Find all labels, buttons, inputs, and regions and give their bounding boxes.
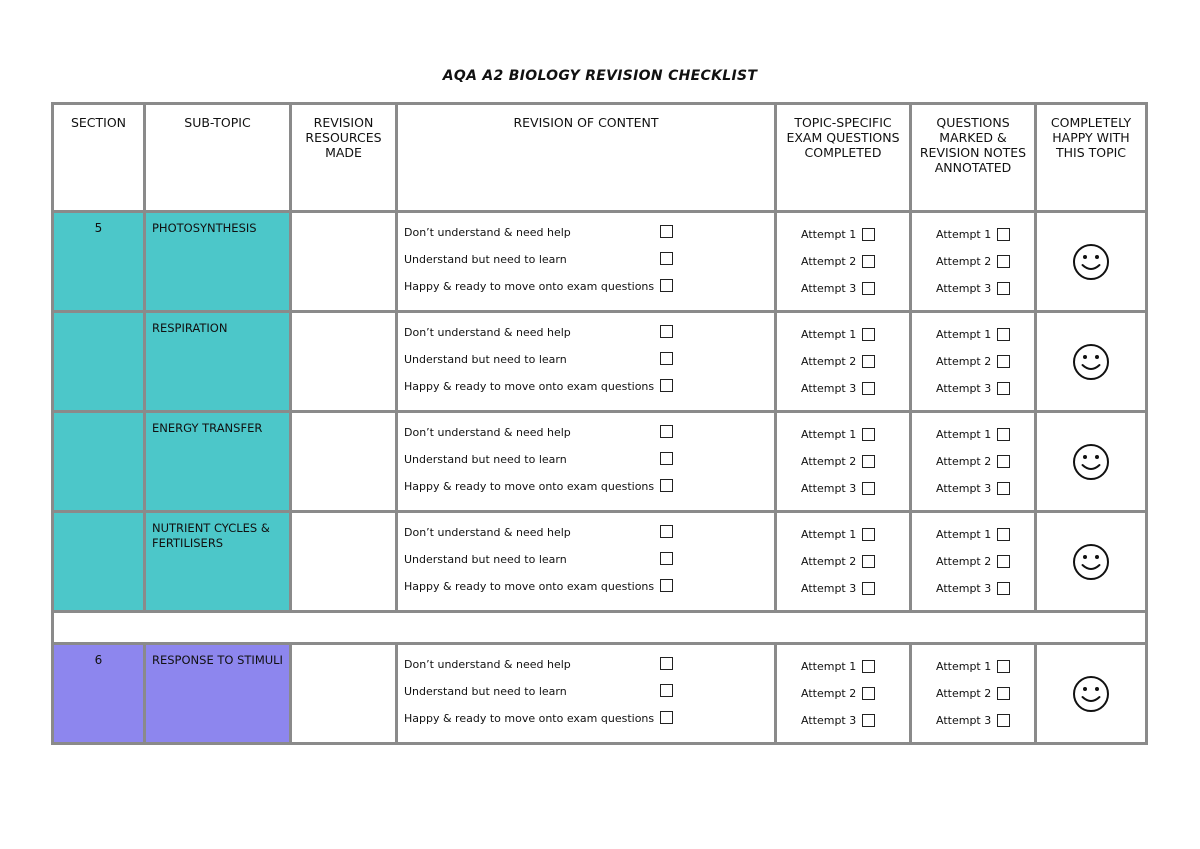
attempt-label: Attempt 3 xyxy=(936,482,992,495)
attempt-label: Attempt 2 xyxy=(801,355,857,368)
content-option xyxy=(404,319,774,346)
checkbox[interactable] xyxy=(997,555,1010,568)
content-option xyxy=(404,373,774,400)
attempt-label: Attempt 1 xyxy=(936,528,992,541)
content-option-label: Understand but need to learn xyxy=(404,253,567,266)
checkbox[interactable] xyxy=(997,428,1010,441)
checkbox[interactable] xyxy=(660,425,673,438)
checkbox[interactable] xyxy=(862,328,875,341)
marked-notes-cell xyxy=(911,412,1036,512)
attempt-label: Attempt 2 xyxy=(936,687,992,700)
attempt-row xyxy=(936,521,1034,548)
attempt-row xyxy=(801,321,909,348)
marked-notes-cell xyxy=(911,644,1036,744)
content-option xyxy=(404,473,774,500)
content-option xyxy=(404,678,774,705)
checkbox[interactable] xyxy=(997,355,1010,368)
attempt-row xyxy=(936,707,1034,734)
revision-checklist-table xyxy=(51,102,1148,745)
checkbox[interactable] xyxy=(660,379,673,392)
header-exam-questions: TOPIC-SPECIFIC EXAM QUESTIONS COMPLETED xyxy=(776,104,911,212)
subtopic-name: RESPIRATION xyxy=(145,312,291,412)
attempt-row xyxy=(936,248,1034,275)
attempt-row xyxy=(801,680,909,707)
attempt-label: Attempt 2 xyxy=(936,355,992,368)
section-number xyxy=(53,412,145,512)
separator-cell xyxy=(53,612,1147,644)
content-option-label: Happy & ready to move onto exam questions xyxy=(404,580,655,593)
attempt-label: Attempt 1 xyxy=(936,328,992,341)
attempt-row xyxy=(936,548,1034,575)
header-row xyxy=(53,104,1147,212)
attempt-row xyxy=(936,275,1034,302)
happy-cell xyxy=(1036,512,1147,612)
attempt-row xyxy=(936,221,1034,248)
content-option-label: Don’t understand & need help xyxy=(404,326,571,339)
attempt-label: Attempt 2 xyxy=(801,687,857,700)
attempt-label: Attempt 1 xyxy=(936,228,992,241)
attempt-row xyxy=(801,521,909,548)
content-option xyxy=(404,519,774,546)
attempt-label: Attempt 1 xyxy=(801,328,857,341)
exam-questions-cell xyxy=(776,644,911,744)
attempt-row xyxy=(936,653,1034,680)
revision-resources-cell[interactable] xyxy=(291,412,397,512)
section-separator-row xyxy=(53,612,1147,644)
attempt-row xyxy=(936,348,1034,375)
checkbox[interactable] xyxy=(862,428,875,441)
checkbox[interactable] xyxy=(862,455,875,468)
content-option-label: Understand but need to learn xyxy=(404,453,567,466)
revision-content-cell xyxy=(397,412,776,512)
checkbox[interactable] xyxy=(997,255,1010,268)
checkbox[interactable] xyxy=(660,479,673,492)
content-option-label: Don’t understand & need help xyxy=(404,526,571,539)
subtopic-name: ENERGY TRANSFER xyxy=(145,412,291,512)
content-option-label: Understand but need to learn xyxy=(404,685,567,698)
attempt-label: Attempt 3 xyxy=(936,382,992,395)
header-content: REVISION OF CONTENT xyxy=(397,104,776,212)
checkbox[interactable] xyxy=(660,452,673,465)
happy-cell xyxy=(1036,644,1147,744)
attempt-row xyxy=(936,448,1034,475)
smiley-icon[interactable] xyxy=(1071,674,1111,714)
exam-questions-cell xyxy=(776,412,911,512)
content-option xyxy=(404,219,774,246)
exam-questions-cell xyxy=(776,312,911,412)
header-subtopic: SUB-TOPIC xyxy=(145,104,291,212)
attempt-label: Attempt 2 xyxy=(936,455,992,468)
table-row xyxy=(53,312,1147,412)
checkbox[interactable] xyxy=(862,687,875,700)
checkbox[interactable] xyxy=(660,657,673,670)
checkbox[interactable] xyxy=(862,355,875,368)
smiley-icon[interactable] xyxy=(1071,542,1111,582)
checkbox[interactable] xyxy=(862,382,875,395)
attempt-label: Attempt 3 xyxy=(801,714,857,727)
revision-resources-cell[interactable] xyxy=(291,312,397,412)
attempt-label: Attempt 1 xyxy=(801,228,857,241)
section-number xyxy=(53,512,145,612)
attempt-row xyxy=(936,680,1034,707)
checkbox[interactable] xyxy=(997,687,1010,700)
smiley-icon[interactable] xyxy=(1071,442,1111,482)
attempt-label: Attempt 3 xyxy=(936,582,992,595)
revision-resources-cell[interactable] xyxy=(291,212,397,312)
checkbox[interactable] xyxy=(660,684,673,697)
content-option-label: Don’t understand & need help xyxy=(404,426,571,439)
attempt-label: Attempt 1 xyxy=(801,428,857,441)
attempt-label: Attempt 3 xyxy=(801,382,857,395)
attempt-label: Attempt 2 xyxy=(936,255,992,268)
revision-content-cell xyxy=(397,212,776,312)
checkbox[interactable] xyxy=(862,555,875,568)
revision-content-cell xyxy=(397,644,776,744)
content-option xyxy=(404,573,774,600)
checkbox[interactable] xyxy=(862,582,875,595)
table-row xyxy=(53,644,1147,744)
checkbox[interactable] xyxy=(862,660,875,673)
attempt-label: Attempt 3 xyxy=(801,482,857,495)
checkbox[interactable] xyxy=(660,711,673,724)
marked-notes-cell xyxy=(911,212,1036,312)
revision-content-cell xyxy=(397,312,776,412)
subtopic-name: PHOTOSYNTHESIS xyxy=(145,212,291,312)
attempt-row xyxy=(936,575,1034,602)
checkbox[interactable] xyxy=(997,714,1010,727)
marked-notes-cell xyxy=(911,512,1036,612)
section-number: 6 xyxy=(53,644,145,744)
header-happy: COMPLETELY HAPPY WITH THIS TOPIC xyxy=(1036,104,1147,212)
smiley-icon[interactable] xyxy=(1071,242,1111,282)
checkbox[interactable] xyxy=(660,252,673,265)
header-resources: REVISION RESOURCES MADE xyxy=(291,104,397,212)
attempt-row xyxy=(801,448,909,475)
checkbox[interactable] xyxy=(997,282,1010,295)
happy-cell xyxy=(1036,412,1147,512)
table-row xyxy=(53,412,1147,512)
attempt-label: Attempt 2 xyxy=(801,555,857,568)
attempt-row xyxy=(801,707,909,734)
checkbox[interactable] xyxy=(997,660,1010,673)
checkbox[interactable] xyxy=(862,528,875,541)
checkbox[interactable] xyxy=(660,525,673,538)
subtopic-name: NUTRIENT CYCLES & FERTILISERS xyxy=(145,512,291,612)
attempt-label: Attempt 1 xyxy=(801,660,857,673)
attempt-label: Attempt 3 xyxy=(801,282,857,295)
checkbox[interactable] xyxy=(997,228,1010,241)
attempt-row xyxy=(801,275,909,302)
checkbox[interactable] xyxy=(660,552,673,565)
checkbox[interactable] xyxy=(660,579,673,592)
attempt-row xyxy=(801,575,909,602)
attempt-row xyxy=(801,421,909,448)
happy-cell xyxy=(1036,212,1147,312)
attempt-row xyxy=(936,421,1034,448)
content-option-label: Happy & ready to move onto exam questions xyxy=(404,712,655,725)
content-option xyxy=(404,246,774,273)
attempt-label: Attempt 2 xyxy=(936,555,992,568)
attempt-label: Attempt 2 xyxy=(801,255,857,268)
checkbox[interactable] xyxy=(862,228,875,241)
revision-content-cell xyxy=(397,512,776,612)
checkbox[interactable] xyxy=(862,482,875,495)
header-marked-notes: QUESTIONS MARKED & REVISION NOTES ANNOTATED xyxy=(911,104,1036,212)
content-option-label: Happy & ready to move onto exam questions xyxy=(404,380,655,393)
attempt-label: Attempt 3 xyxy=(936,714,992,727)
content-option xyxy=(404,419,774,446)
content-option-label: Don’t understand & need help xyxy=(404,658,571,671)
attempt-row xyxy=(801,348,909,375)
content-option-label: Happy & ready to move onto exam questions xyxy=(404,280,655,293)
attempt-row xyxy=(936,375,1034,402)
subtopic-name: RESPONSE TO STIMULI xyxy=(145,644,291,744)
attempt-label: Attempt 2 xyxy=(801,455,857,468)
checkbox[interactable] xyxy=(997,582,1010,595)
checkbox[interactable] xyxy=(660,279,673,292)
checkbox[interactable] xyxy=(997,482,1010,495)
header-section: SECTION xyxy=(53,104,145,212)
content-option-label: Don’t understand & need help xyxy=(404,226,571,239)
table-row xyxy=(53,212,1147,312)
content-option xyxy=(404,346,774,373)
marked-notes-cell xyxy=(911,312,1036,412)
revision-resources-cell[interactable] xyxy=(291,512,397,612)
revision-resources-cell[interactable] xyxy=(291,644,397,744)
content-option xyxy=(404,546,774,573)
checkbox[interactable] xyxy=(660,325,673,338)
table-row xyxy=(53,512,1147,612)
attempt-label: Attempt 1 xyxy=(801,528,857,541)
checkbox[interactable] xyxy=(862,282,875,295)
attempt-row xyxy=(801,375,909,402)
content-option-label: Happy & ready to move onto exam questions xyxy=(404,480,655,493)
attempt-row xyxy=(801,221,909,248)
attempt-row xyxy=(801,248,909,275)
attempt-label: Attempt 1 xyxy=(936,428,992,441)
checkbox[interactable] xyxy=(660,225,673,238)
attempt-label: Attempt 3 xyxy=(801,582,857,595)
smiley-icon[interactable] xyxy=(1071,342,1111,382)
section-number xyxy=(53,312,145,412)
attempt-label: Attempt 3 xyxy=(936,282,992,295)
checkbox[interactable] xyxy=(862,714,875,727)
content-option xyxy=(404,273,774,300)
content-option xyxy=(404,446,774,473)
content-option xyxy=(404,705,774,732)
happy-cell xyxy=(1036,312,1147,412)
attempt-row xyxy=(936,321,1034,348)
checkbox[interactable] xyxy=(997,382,1010,395)
content-option-label: Understand but need to learn xyxy=(404,553,567,566)
checkbox[interactable] xyxy=(660,352,673,365)
attempt-label: Attempt 1 xyxy=(936,660,992,673)
attempt-row xyxy=(801,548,909,575)
attempt-row xyxy=(936,475,1034,502)
exam-questions-cell xyxy=(776,512,911,612)
content-option-label: Understand but need to learn xyxy=(404,353,567,366)
checkbox[interactable] xyxy=(997,328,1010,341)
section-number: 5 xyxy=(53,212,145,312)
page-title: AQA A2 BIOLOGY REVISION CHECKLIST xyxy=(442,68,758,84)
checkbox[interactable] xyxy=(997,528,1010,541)
content-option xyxy=(404,651,774,678)
exam-questions-cell xyxy=(776,212,911,312)
attempt-row xyxy=(801,475,909,502)
attempt-row xyxy=(801,653,909,680)
checkbox[interactable] xyxy=(862,255,875,268)
checkbox[interactable] xyxy=(997,455,1010,468)
